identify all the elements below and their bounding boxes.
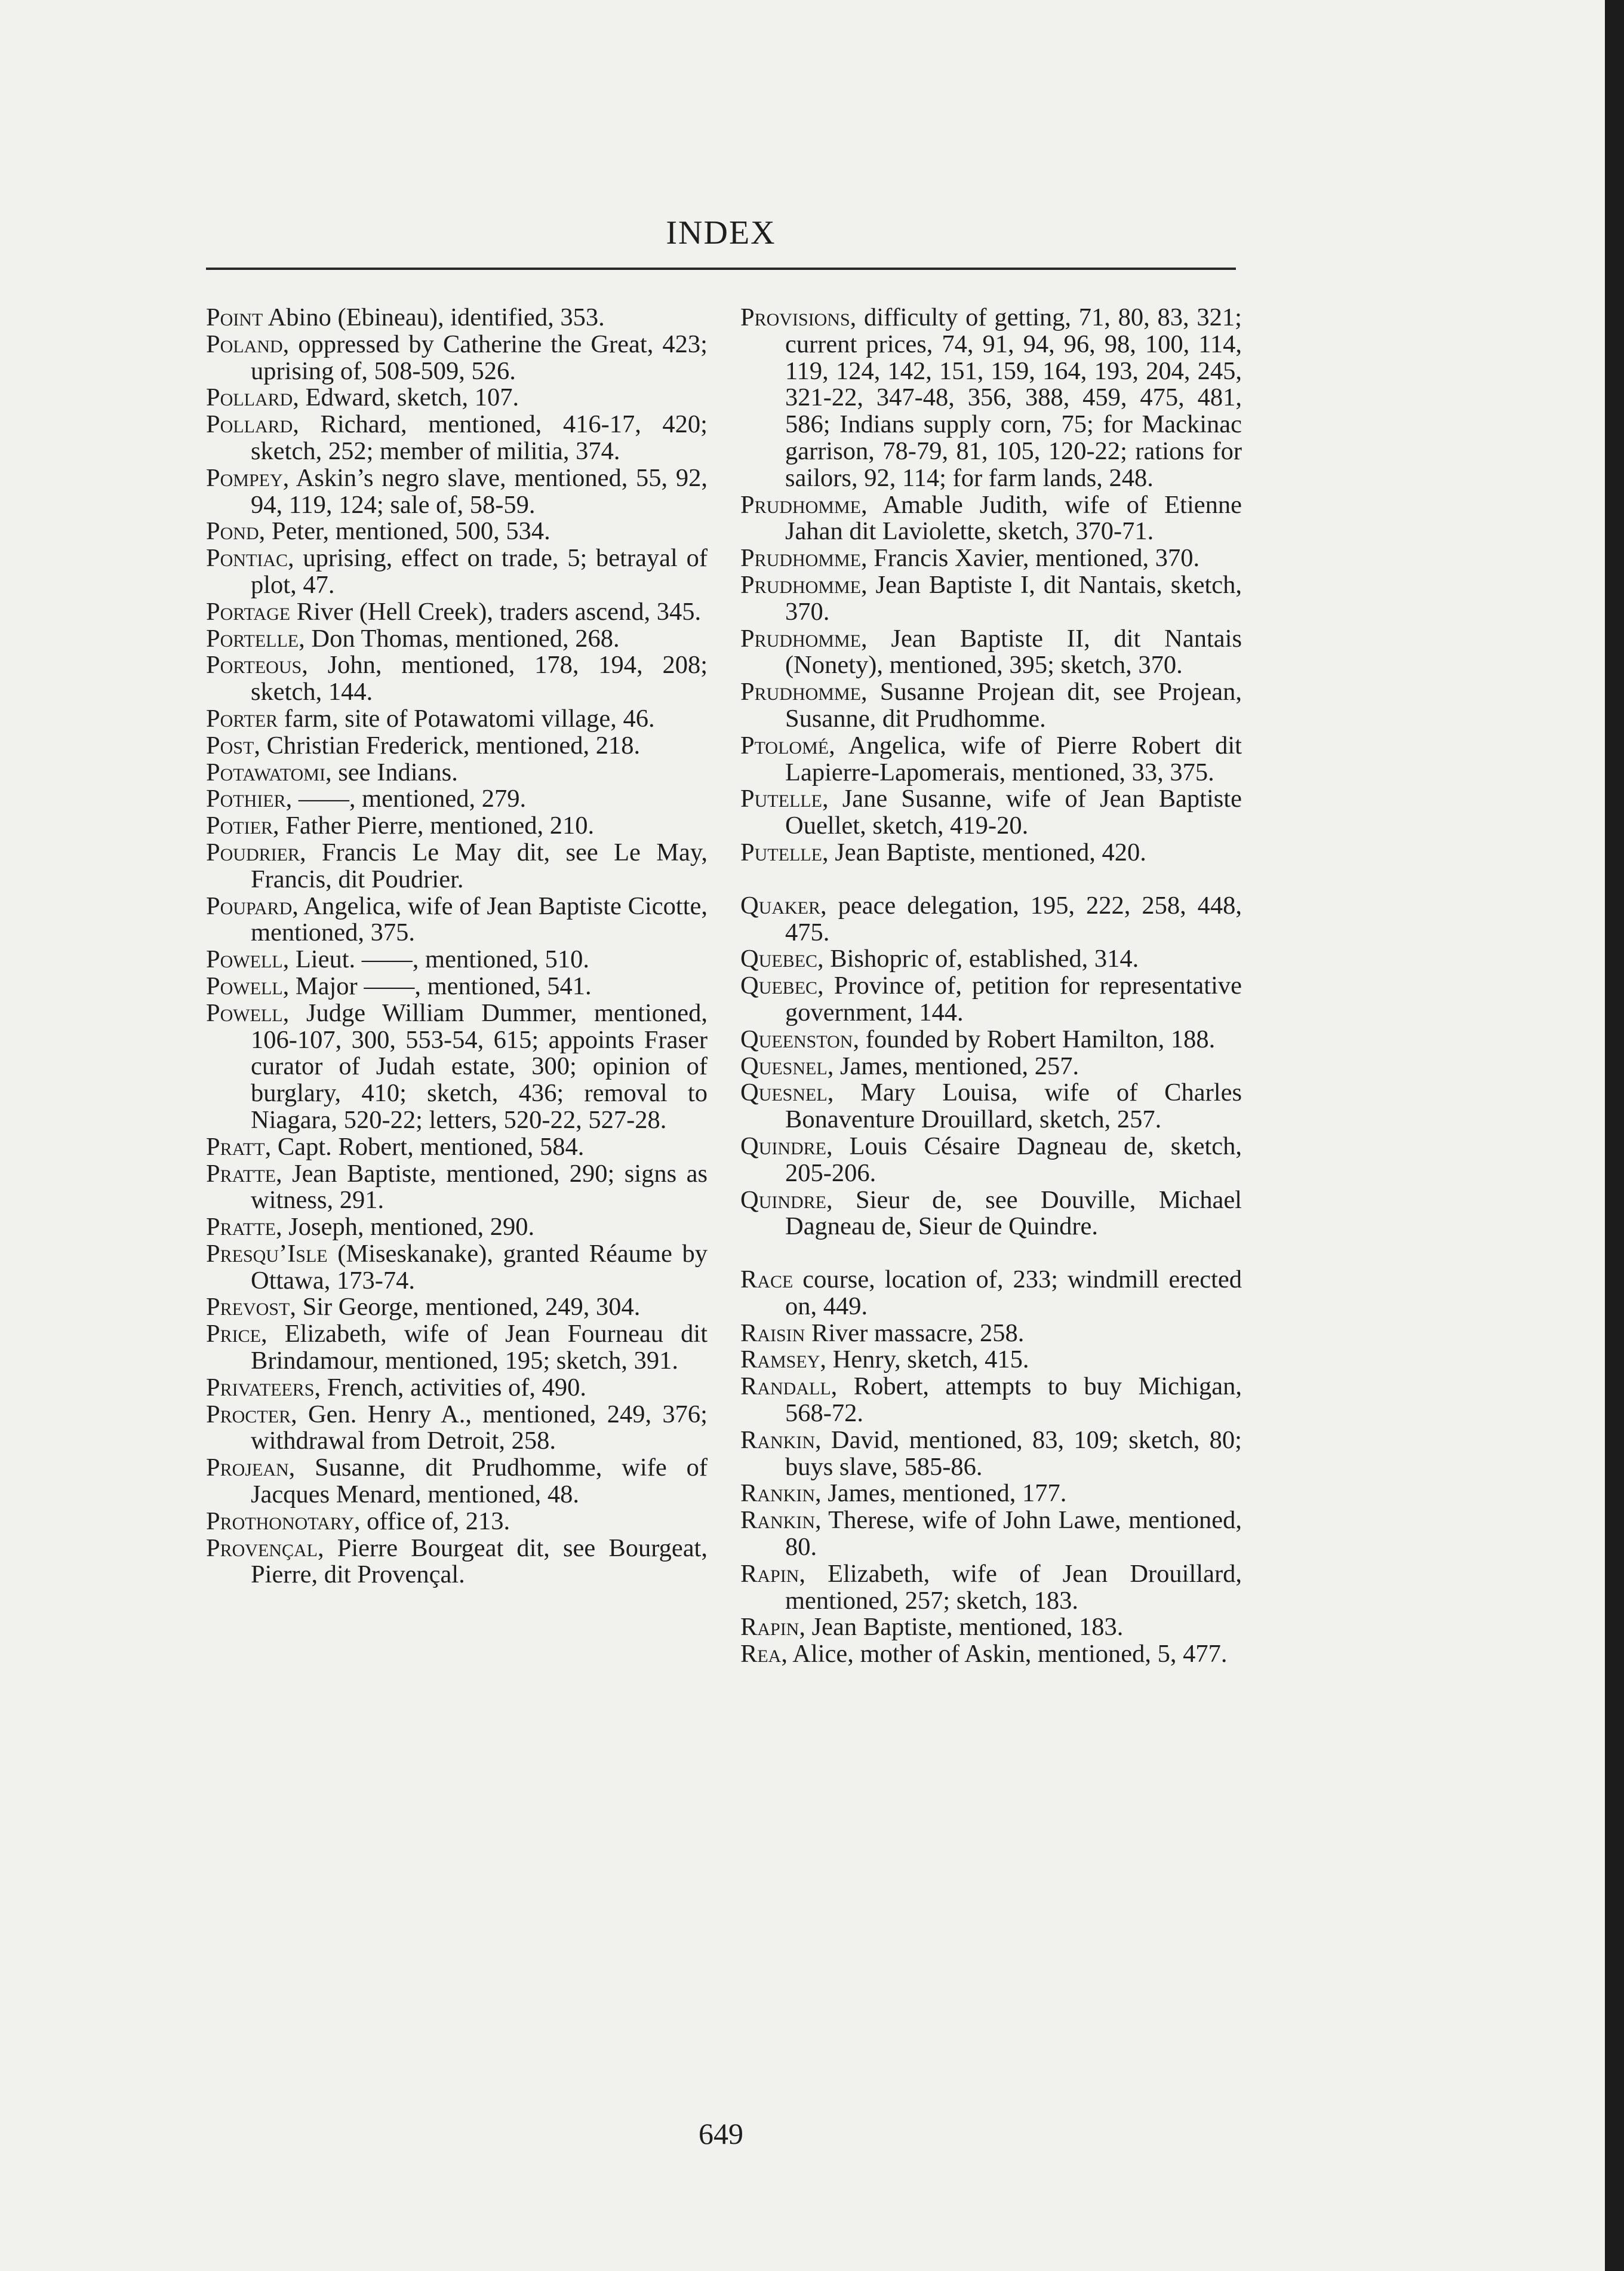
entry-headword: Price: [206, 1320, 261, 1348]
entry-text: Abino (Ebineau), identified, 353.: [263, 303, 605, 331]
entry-text: , Jean Baptiste II, dit Nantais (Nonety), mentioned, 395; sketch, 370.: [785, 624, 1242, 680]
entry-headword: Prothonotary: [206, 1507, 354, 1535]
entry-headword: Pollard: [206, 410, 293, 439]
entry-text: , Province of, petition for representative government, 144.: [785, 972, 1242, 1027]
index-entry: [740, 1053, 1242, 1080]
page-number: 649: [699, 2117, 743, 2150]
index-entry: [740, 1267, 1242, 1320]
entry-headword: Ramsey: [740, 1345, 820, 1374]
entry-text: , Lieut. ——, mentioned, 510.: [282, 945, 590, 974]
index-entry: [206, 1161, 708, 1215]
entry-text: , Elizabeth, wife of Jean Drouillard, mentioned, 257; sketch, 183.: [785, 1559, 1242, 1615]
entry-text: , Father Pierre, mentioned, 210.: [272, 812, 595, 840]
index-entry: [206, 893, 708, 947]
entry-text: , office of, 213.: [353, 1507, 510, 1535]
entry-headword: Pothier: [206, 785, 286, 813]
index-entry: [740, 1080, 1242, 1133]
entry-headword: Pond: [206, 517, 259, 546]
entry-headword: Pratt: [206, 1132, 265, 1161]
index-entry: [206, 813, 708, 840]
entry-headword: Potawatomi: [206, 758, 325, 786]
index-entry: [740, 1187, 1242, 1241]
entry-headword: Poudrier: [206, 838, 300, 866]
entry-headword: Privateers: [206, 1373, 315, 1402]
entry-headword: Rapin: [740, 1559, 799, 1588]
index-entry: [206, 786, 708, 813]
entry-headword: Poupard: [206, 892, 293, 920]
entry-headword: Quesnel: [740, 1052, 828, 1080]
entry-headword: Presqu’Isle: [206, 1239, 328, 1268]
entry-text: , Mary Louisa, wife of Charles Bonaventure Drouillard, sketch, 257.: [785, 1078, 1242, 1134]
entry-headword: Quindre: [740, 1132, 827, 1160]
entry-headword: Pompey: [206, 463, 283, 492]
index-entry: [740, 1347, 1242, 1373]
entry-text: , Jean Baptiste I, dit Nantais, sketch, 370.: [785, 570, 1242, 626]
entry-text: course, location of, 233; windmill erected on, 449.: [785, 1265, 1242, 1320]
entry-text: , Christian Frederick, mentioned, 218.: [254, 731, 641, 760]
entry-headword: Prudhomme: [740, 624, 861, 653]
entry-text: , peace delegation, 195, 222, 258, 448, 475.: [785, 891, 1242, 946]
entry-text: , difficulty of getting, 71, 80, 83, 321; current prices, 74, 91, 94, 96, 98, 100, 114, 119, 124, 142, 151, 159, 164, 193, 204, 245, 321-22, 347-48, 356, 388, 459, 475, 481, 586; Indians supply corn, 75; for Mackinac garrison, 78-79, 81, 105, 120-22; rations for sailors, 92, 114; for farm lands, 248.: [785, 303, 1242, 492]
entry-text: , Jane Susanne, wife of Jean Baptiste Ouellet, sketch, 419-20.: [785, 785, 1242, 840]
index-entry: [206, 760, 708, 786]
entry-text: (Miseskanake), granted Réaume by Ottawa, 173-74.: [251, 1239, 708, 1295]
entry-headword: Ptolomé: [740, 731, 829, 760]
index-entry: [206, 946, 708, 973]
entry-text: , Bishopric of, established, 314.: [817, 945, 1139, 973]
entry-headword: Procter: [206, 1400, 291, 1428]
index-entry: [206, 1214, 708, 1241]
index-entry: [206, 840, 708, 893]
entry-headword: Post: [206, 731, 254, 760]
index-entry: [206, 973, 708, 1000]
index-entry: [206, 1000, 708, 1134]
entry-headword: Powell: [206, 972, 283, 1000]
index-entry: [206, 652, 708, 706]
entry-text: , Francis Le May dit, see Le May, Francis, dit Poudrier.: [251, 838, 708, 893]
index-entry: [740, 1320, 1242, 1347]
index-entry: [206, 626, 708, 653]
entry-text: , Sir George, mentioned, 249, 304.: [290, 1293, 641, 1322]
entry-text: , Major ——, mentioned, 541.: [282, 972, 592, 1000]
entry-headword: Prudhomme: [740, 570, 861, 599]
index-entry: [740, 1427, 1242, 1481]
entry-text: , Francis Xavier, mentioned, 370.: [860, 544, 1200, 573]
index-entry: [206, 331, 708, 385]
index-entry: [740, 1480, 1242, 1507]
entry-headword: Race: [740, 1265, 793, 1294]
entry-text: , uprising, effect on trade, 5; betrayal of plot, 47.: [251, 544, 708, 599]
entry-headword: Putelle: [740, 838, 822, 866]
index-entry: [740, 1614, 1242, 1641]
entry-text: , Amable Judith, wife of Etienne Jahan dit Laviolette, sketch, 370-71.: [785, 490, 1242, 546]
index-column-right: [740, 305, 1242, 1668]
entry-headword: Rankin: [740, 1506, 815, 1535]
index-entry: [740, 679, 1242, 733]
entry-headword: Potier: [206, 812, 273, 840]
entry-text: , David, mentioned, 83, 109; sketch, 80; buys slave, 585-86.: [785, 1425, 1242, 1481]
entry-text: , Susanne Projean dit, see Projean, Susanne, dit Prudhomme.: [785, 678, 1242, 733]
index-entry: [206, 465, 708, 519]
index-entry: [206, 385, 708, 411]
entry-headword: Quaker: [740, 891, 821, 920]
index-entry: [206, 1294, 708, 1321]
index-entry: [206, 1535, 708, 1589]
entry-headword: Prudhomme: [740, 490, 861, 519]
entry-text: , Therese, wife of John Lawe, mentioned, 80.: [785, 1506, 1242, 1562]
entry-headword: Rankin: [740, 1479, 815, 1508]
entry-text: , Sieur de, see Douville, Michael Dagneau de, Sieur de Quindre.: [785, 1185, 1242, 1241]
letter-section-gap: [740, 866, 1242, 893]
entry-headword: Powell: [206, 945, 283, 974]
entry-headword: Rankin: [740, 1425, 815, 1454]
entry-headword: Raisin: [740, 1319, 805, 1347]
entry-headword: Quebec: [740, 972, 818, 1000]
index-entry: [740, 1133, 1242, 1187]
entry-headword: Pratte: [206, 1213, 276, 1241]
index-entry: [740, 1641, 1242, 1668]
entry-headword: Pratte: [206, 1159, 276, 1188]
entry-headword: Point: [206, 303, 263, 331]
index-entry: [740, 840, 1242, 866]
entry-headword: Prudhomme: [740, 544, 861, 573]
index-entry: [206, 518, 708, 545]
index-entry: [740, 492, 1242, 546]
entry-text: , Don Thomas, mentioned, 268.: [299, 624, 620, 653]
entry-headword: Pollard: [206, 383, 293, 412]
index-entry: [740, 786, 1242, 840]
entry-text: , French, activities of, 490.: [314, 1373, 587, 1402]
entry-text: , founded by Robert Hamilton, 188.: [853, 1025, 1216, 1053]
entry-text: , Askin’s negro slave, mentioned, 55, 92, 94, 119, 124; sale of, 58-59.: [251, 463, 708, 519]
index-entry: [740, 893, 1242, 946]
entry-text: , James, mentioned, 177.: [815, 1479, 1067, 1508]
index-entry: [206, 305, 708, 331]
entry-text: , Judge William Dummer, mentioned, 106-107, 300, 553-54, 615; appoints Fraser curator of Judah estate, 300; opinion of burglary, 410; sketch, 436; removal to Niagara, 520-22; letters, 520-22, 527-28.: [251, 998, 708, 1134]
index-entry: [740, 545, 1242, 572]
entry-headword: Powell: [206, 998, 283, 1027]
index-entry: [206, 1321, 708, 1375]
entry-headword: Portage: [206, 597, 291, 626]
entry-headword: Porteous: [206, 651, 302, 680]
entry-text: River (Hell Creek), traders ascend, 345.: [290, 597, 702, 626]
entry-text: , John, mentioned, 178, 194, 208; sketch, 144.: [251, 651, 708, 706]
index-entry: [740, 1561, 1242, 1615]
index-entry: [740, 305, 1242, 492]
entry-headword: Prevost: [206, 1293, 290, 1322]
entry-text: , Capt. Robert, mentioned, 584.: [264, 1132, 585, 1161]
entry-text: , Louis Césaire Dagneau de, sketch, 205-206.: [785, 1132, 1242, 1187]
index-entry: [206, 1402, 708, 1455]
entry-text: farm, site of Potawatomi village, 46.: [278, 704, 655, 733]
page-header: INDEX: [666, 214, 776, 251]
entry-text: , Susanne, dit Prudhomme, wife of Jacques Menard, mentioned, 48.: [251, 1453, 708, 1509]
entry-text: , Elizabeth, wife of Jean Fourneau dit Brindamour, mentioned, 195; sketch, 391.: [251, 1320, 708, 1375]
entry-headword: Randall: [740, 1372, 831, 1401]
index-entry: [206, 733, 708, 760]
index-entry: [740, 973, 1242, 1027]
index-entry: [740, 946, 1242, 973]
entry-headword: Prudhomme: [740, 678, 861, 706]
index-entry: [206, 706, 708, 733]
index-entry: [206, 545, 708, 599]
entry-text: , Jean Baptiste, mentioned, 420.: [822, 838, 1146, 866]
entry-text: , James, mentioned, 257.: [827, 1052, 1079, 1080]
index-column-left: [206, 305, 708, 1588]
entry-text: , Henry, sketch, 415.: [820, 1345, 1029, 1374]
index-entry: [740, 1027, 1242, 1053]
header-rule: [206, 268, 1236, 270]
letter-section-gap: [740, 1240, 1242, 1267]
index-entry: [206, 1375, 708, 1402]
entry-text: , Angelica, wife of Jean Baptiste Cicotte, mentioned, 375.: [251, 892, 708, 947]
entry-text: , Jean Baptiste, mentioned, 290; signs as witness, 291.: [251, 1159, 708, 1215]
entry-headword: Provençal: [206, 1534, 318, 1562]
index-entry: [740, 1373, 1242, 1427]
entry-headword: Rapin: [740, 1613, 799, 1642]
index-entry: [206, 1241, 708, 1295]
entry-text: , Angelica, wife of Pierre Robert dit Lapierre-Lapomerais, mentioned, 33, 375.: [785, 731, 1242, 786]
index-entry: [206, 1134, 708, 1161]
entry-text: , Richard, mentioned, 416-17, 420; sketch, 252; member of militia, 374.: [251, 410, 708, 465]
entry-headword: Provisions: [740, 303, 850, 331]
entry-text: , Edward, sketch, 107.: [293, 383, 519, 412]
entry-headword: Putelle: [740, 785, 822, 813]
entry-text: , oppressed by Catherine the Great, 423; uprising of, 508-509, 526.: [251, 330, 708, 385]
entry-text: , see Indians.: [325, 758, 458, 786]
entry-headword: Projean: [206, 1453, 289, 1482]
entry-text: , Alice, mother of Askin, mentioned, 5, 477.: [781, 1640, 1228, 1668]
index-entry: [740, 1507, 1242, 1561]
entry-text: , ——, mentioned, 279.: [285, 785, 527, 813]
entry-headword: Pontiac: [206, 544, 288, 573]
index-entry: [206, 599, 708, 626]
entry-text: , Pierre Bourgeat dit, see Bourgeat, Pierre, dit Provençal.: [251, 1534, 708, 1589]
entry-text: , Jean Baptiste, mentioned, 183.: [799, 1613, 1124, 1642]
index-entry: [206, 1455, 708, 1508]
entry-headword: Quesnel: [740, 1078, 828, 1107]
entry-text: , Robert, attempts to buy Michigan, 568-72.: [785, 1372, 1242, 1428]
index-entry: [206, 1508, 708, 1535]
entry-headword: Rea: [740, 1640, 782, 1668]
entry-headword: Porter: [206, 704, 278, 733]
entry-headword: Poland: [206, 330, 283, 358]
entry-headword: Quindre: [740, 1185, 827, 1214]
index-entry: [206, 411, 708, 465]
entry-headword: Portelle: [206, 624, 299, 653]
index-entry: [740, 572, 1242, 626]
entry-headword: Quebec: [740, 945, 818, 973]
entry-text: , Gen. Henry A., mentioned, 249, 376; withdrawal from Detroit, 258.: [251, 1400, 708, 1455]
index-entry: [740, 626, 1242, 680]
entry-text: River massacre, 258.: [805, 1319, 1025, 1347]
entry-headword: Queenston: [740, 1025, 853, 1053]
index-entry: [740, 733, 1242, 786]
entry-text: , Peter, mentioned, 500, 534.: [259, 517, 550, 546]
entry-text: , Joseph, mentioned, 290.: [275, 1213, 535, 1241]
